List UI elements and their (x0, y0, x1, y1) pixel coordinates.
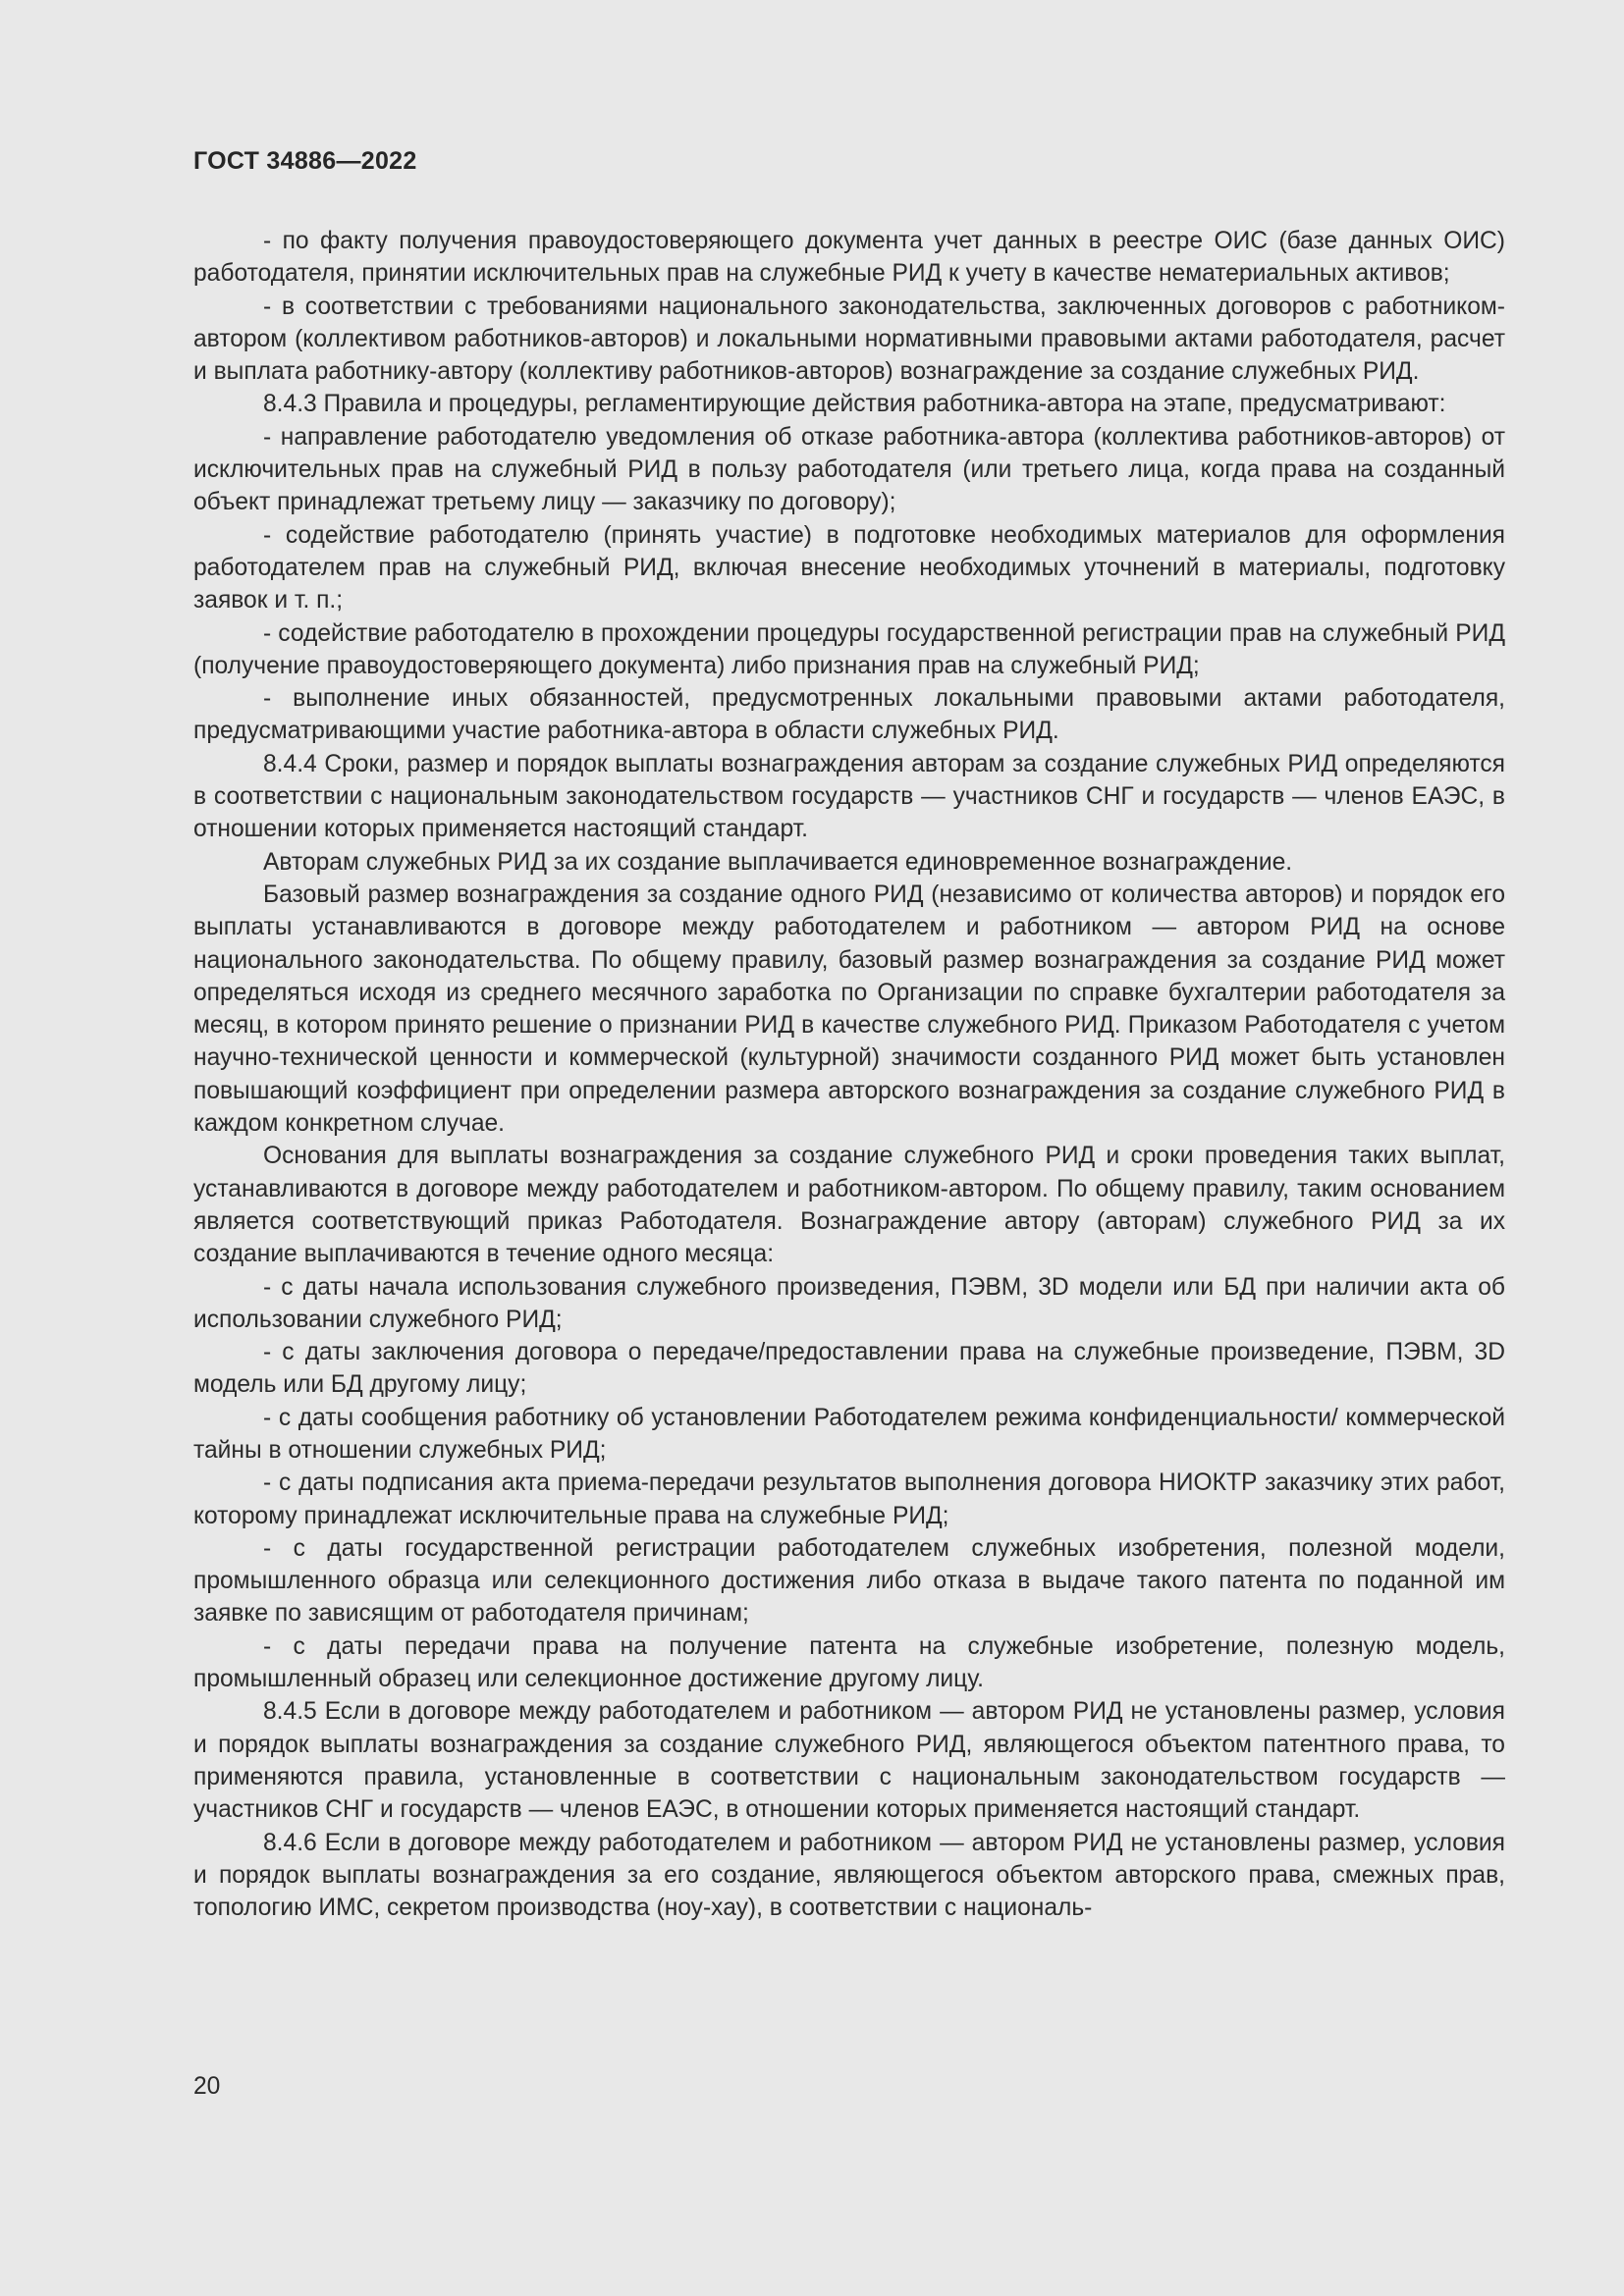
paragraph: Авторам служебных РИД за их создание выплачивается единовременное вознаграждение. (263, 848, 1293, 876)
paragraph: 8.4.4 Сроки, размер и порядок выплаты вознаграждения авторам за создание служебных РИД определяются в соответствии с национальным законодательством государств — участников СНГ и государств — членов ЕАЭС, в отношении которых применяется настоящий стандарт. (193, 750, 1505, 843)
paragraph: - с даты заключения договора о передаче/предоставлении права на служебные произведение, ПЭВМ, 3D модель или БД другому лицу; (193, 1339, 1505, 1399)
paragraph: 8.4.3 Правила и процедуры, регламентирующие действия работника-автора на этапе, предусматривают: (263, 391, 1446, 418)
paragraph: - по факту получения правоудостоверяющего документа учет данных в реестре ОИС (базе данных ОИС) работодателя, принятии исключительных прав на служебные РИД к учету в качестве нематериальных активов; (193, 228, 1505, 288)
document-body (193, 225, 1505, 1924)
document-code-header: ГОСТ 34886—2022 (193, 147, 417, 175)
paragraph: 8.4.5 Если в договоре между работодателем и работником — автором РИД не установлены размер, условия и порядок выплаты вознаграждения за создание служебного РИД, являющегося объектом патентного права, то применяются правила, установленные в соответствии с национальным законодательством государств — участников СНГ и государств — членов ЕАЭС, в отношении которых применяется настоящий стандарт. (193, 1698, 1505, 1824)
paragraph: 8.4.6 Если в договоре между работодателем и работником — автором РИД не установлены размер, условия и порядок выплаты вознаграждения за его создание, являющегося объектом авторского права, смежных прав, топологию ИМС, секретом производства (ноу-хау), в соответствии с националь- (193, 1829, 1505, 1922)
paragraph: - в соответствии с требованиями национального законодательства, заключенных договоров с работником-автором (коллективом работников-авторов) и локальными нормативными правовыми актами работодателя, расчет и выплата работнику-автору (коллективу работников-авторов) вознаграждение за создание служебных РИД. (193, 293, 1505, 386)
paragraph: Базовый размер вознаграждения за создание одного РИД (независимо от количества авторов) и порядок его выплаты устанавливаются в договоре между работодателем и работником — автором РИД на основе национального законодательства. По общему правилу, базовый размер вознаграждения за создание РИД может определяться исходя из среднего месячного заработка по Организации по справке бухгалтерии работодателя за месяц, в котором принято решение о признании РИД в качестве служебного РИД. Приказом Работодателя с учетом научно-технической ценности и коммерческой (культурной) значимости созданного РИД может быть установлен повышающий коэффициент при определении размера авторского вознаграждения за создание служебного РИД в каждом конкретном случае. (193, 881, 1505, 1138)
paragraph: - содействие работодателю (принять участие) в подготовке необходимых материалов для оформления работодателем прав на служебный РИД, включая внесение необходимых уточнений в материалы, подготовку заявок и т. п.; (193, 521, 1505, 614)
paragraph: - с даты передачи права на получение патента на служебные изобретение, полезную модель, промышленный образец или селекционное достижение другому лицу. (193, 1632, 1505, 1693)
paragraph: - с даты сообщения работнику об установлении Работодателем режима конфиденциальности/ коммерческой тайны в отношении служебных РИД; (193, 1404, 1505, 1464)
paragraph: - содействие работодателю в прохождении процедуры государственной регистрации прав на служебный РИД (получение правоудостоверяющего документа) либо признания прав на служебный РИД; (193, 619, 1505, 679)
paragraph: - с даты государственной регистрации работодателем служебных изобретения, полезной модели, промышленного образца или селекционного достижения либо отказа в выдаче такого патента по поданной им заявке по зависящим от работодателя причинам; (193, 1534, 1505, 1628)
paragraph: - направление работодателю уведомления об отказе работника-автора (коллектива работников-авторов) от исключительных прав на служебный РИД в пользу работодателя (или третьего лица, когда права на созданный объект принадлежат третьему лицу — заказчику по договору); (193, 423, 1505, 516)
paragraph: - с даты начала использования служебного произведения, ПЭВМ, 3D модели или БД при наличии акта об использовании служебного РИД; (193, 1273, 1505, 1333)
paragraph: - с даты подписания акта приема-передачи результатов выполнения договора НИОКТР заказчику этих работ, которому принадлежат исключительные права на служебные РИД; (193, 1469, 1505, 1529)
page-number: 20 (193, 2073, 221, 2100)
paragraph: - выполнение иных обязанностей, предусмотренных локальными правовыми актами работодателя, предусматривающими участие работника-автора в области служебных РИД. (193, 685, 1505, 745)
paragraph: Основания для выплаты вознаграждения за создание служебного РИД и сроки проведения таких выплат, устанавливаются в договоре между работодателем и работником-автором. По общему правилу, таким основанием является соответствующий приказ Работодателя. Вознаграждение автору (авторам) служебного РИД за их создание выплачиваются в течение одного месяца: (193, 1143, 1505, 1268)
